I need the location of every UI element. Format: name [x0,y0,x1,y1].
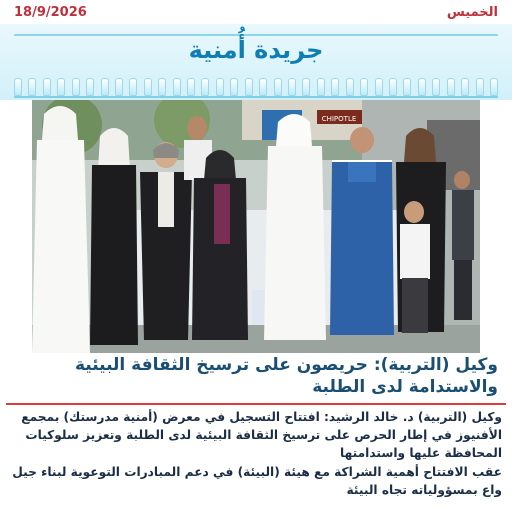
bottle-icon [28,78,36,96]
article-body [8,408,502,500]
bottle-icon [115,78,123,96]
bottle-icon [57,78,65,96]
masthead [0,24,512,100]
article-paragraph: وكيل (التربية) د. خالد الرشيد: افتتاح التسجيل في معرض (أمنية مدرستك) بمجمع الأفنيوز في إطار الحرص على ترسيخ الثقافة البيئية لدى الطلبة وتعزيز سلوكيات المحافظة عليها واستدامتها [21,410,502,460]
bottle-icon [86,78,94,96]
newspaper-title: جريدة أُمنية [188,36,324,64]
bottle-icon [317,78,325,96]
bottle-icon [432,78,440,96]
article-headline: وكيل (التربية): حريصون على ترسيخ الثقافة البيئية والاستدامة لدى الطلبة [74,355,498,397]
bottle-icon [259,78,267,96]
bottle-icon [173,78,181,96]
bottle-icon [158,78,166,96]
bottle-icon [274,78,282,96]
bottle-icon [230,78,238,96]
bottle-icon [129,78,137,96]
bottle-icon [476,78,484,96]
bottle-pattern [14,74,498,96]
headline-separator [6,403,506,405]
article-photo [32,100,480,353]
bottle-icon [403,78,411,96]
group-photo [32,100,480,353]
bottle-icon [418,78,426,96]
bottle-icon [187,78,195,96]
top-bar [0,0,512,24]
article-paragraph: عقب الافتتاح أهمية الشراكة مع هيئة (البيئة) في دعم المبادرات التوعوية لبناء جيل واع بمسؤولياته تجاه البيئة [12,465,502,497]
bottle-icon [360,78,368,96]
bottle-icon [447,78,455,96]
bottle-icon [144,78,152,96]
bottle-icon [331,78,339,96]
bottle-icon [490,78,498,96]
bottle-icon [302,78,310,96]
bottle-icon [461,78,469,96]
bottle-icon [216,78,224,96]
bottle-icon [201,78,209,96]
bottle-icon [389,78,397,96]
masthead-line-bottom [14,96,498,98]
bottle-icon [288,78,296,96]
bottle-icon [101,78,109,96]
issue-day: الخميس [446,4,498,20]
bottle-icon [43,78,51,96]
issue-date: 18/9/2026 [14,4,87,20]
bottle-icon [245,78,253,96]
bottle-icon [375,78,383,96]
bottle-icon [72,78,80,96]
bottle-icon [14,78,22,96]
store-sign: CHIPOTLE [321,115,357,123]
bottle-icon [346,78,354,96]
